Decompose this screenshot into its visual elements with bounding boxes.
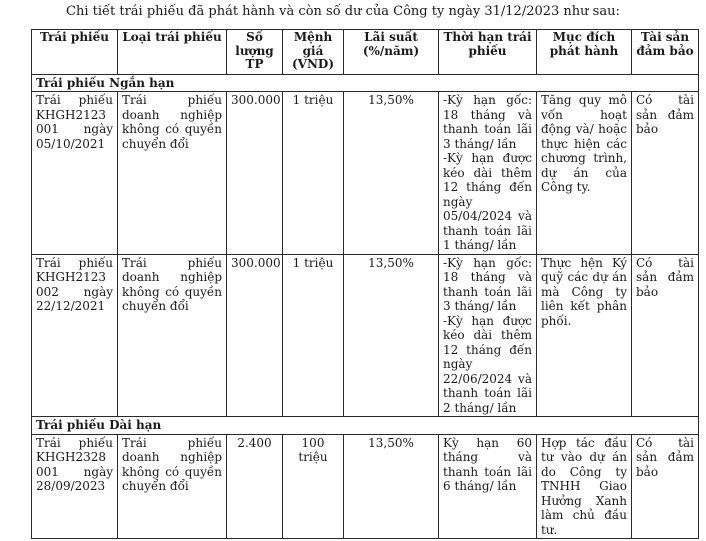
cell-term: -Kỳ hạn gốc: 18 tháng và thanh toán lãi 3 tháng/ lần -Kỳ hạn được kéo dài thêm 12 tháng đến ngày 22/06/2024 và thanh toán lãi 2 tháng/ lần	[439, 254, 537, 417]
section-title: Trái phiếu Ngắn hạn	[32, 74, 699, 92]
header-collateral: Tài sản đảm bảo	[632, 30, 699, 75]
cell-collateral: Có tài sản đảm bảo	[632, 434, 699, 539]
table-row	[32, 434, 699, 539]
cell-quantity: 300.000	[227, 254, 283, 417]
cell-par-value: 1 triệu	[283, 92, 344, 255]
cell-collateral: Có tài sản đảm bảo	[632, 92, 699, 255]
cell-purpose: Thực hện Ký quỹ các dự án mà Công ty liên kết phân phối.	[537, 254, 632, 417]
cell-term: -Kỳ hạn gốc: 18 tháng và thanh toán lãi 3 tháng/ lần -Kỳ hạn được kéo dài thêm 12 tháng đến ngày 05/04/2024 và thanh toán lãi 1 tháng/ lần	[439, 92, 537, 255]
cell-quantity: 2.400	[227, 434, 283, 539]
header-par-value: Mệnh giá (VND)	[283, 30, 344, 75]
cell-bond: Trái phiếu KHGH2328 001 ngày 28/09/2023	[32, 434, 118, 539]
section-row-long-term	[32, 417, 699, 435]
cell-term: Kỳ hạn 60 tháng và thanh toán lãi 6 tháng/ lần	[439, 434, 537, 539]
header-row	[32, 30, 699, 75]
cell-type: Trái phiếu doanh nghiệp không có quyền chuyển đổi	[118, 434, 227, 539]
header-term: Thời hạn trái phiếu	[439, 30, 537, 75]
header-interest: Lãi suất (%/năm)	[344, 30, 439, 75]
cell-bond: Trái phiếu KHGH2123 002 ngày 22/12/2021	[32, 254, 118, 417]
table-row	[32, 92, 699, 255]
table-row	[32, 254, 699, 417]
cell-interest: 13,50%	[344, 92, 439, 255]
header-purpose: Mục đích phát hành	[537, 30, 632, 75]
cell-bond: Trái phiếu KHGH2123 001 ngày 05/10/2021	[32, 92, 118, 255]
header-quantity: Số lượng TP	[227, 30, 283, 75]
cell-interest: 13,50%	[344, 254, 439, 417]
cell-type: Trái phiếu doanh nghiệp không có quyền chuyển đổi	[118, 254, 227, 417]
cell-purpose: Hợp tác đầu tư vào dự án do Công ty TNHH Giao Hưởng Xanh làm chủ đầu tư.	[537, 434, 632, 539]
cell-collateral: Có tài sản đảm bảo	[632, 254, 699, 417]
cell-type: Trái phiếu doanh nghiệp không có quyền chuyển đổi	[118, 92, 227, 255]
cell-quantity: 300.000	[227, 92, 283, 255]
cell-par-value: 100 triệu	[283, 434, 344, 539]
header-type: Loại trái phiếu	[118, 30, 227, 75]
bonds-table	[31, 29, 699, 539]
cell-interest: 13,50%	[344, 434, 439, 539]
intro-text: Chi tiết trái phiếu đã phát hành và còn số dư của Công ty ngày 31/12/2023 như sau:	[66, 4, 620, 19]
section-row-short-term	[32, 74, 699, 92]
cell-purpose: Tăng quy mô vốn hoạt động và/ hoặc thực hiện các chương trình, dự án của Công ty.	[537, 92, 632, 255]
cell-par-value: 1 triệu	[283, 254, 344, 417]
section-title: Trái phiếu Dài hạn	[32, 417, 699, 435]
header-bond: Trái phiếu	[32, 30, 118, 75]
